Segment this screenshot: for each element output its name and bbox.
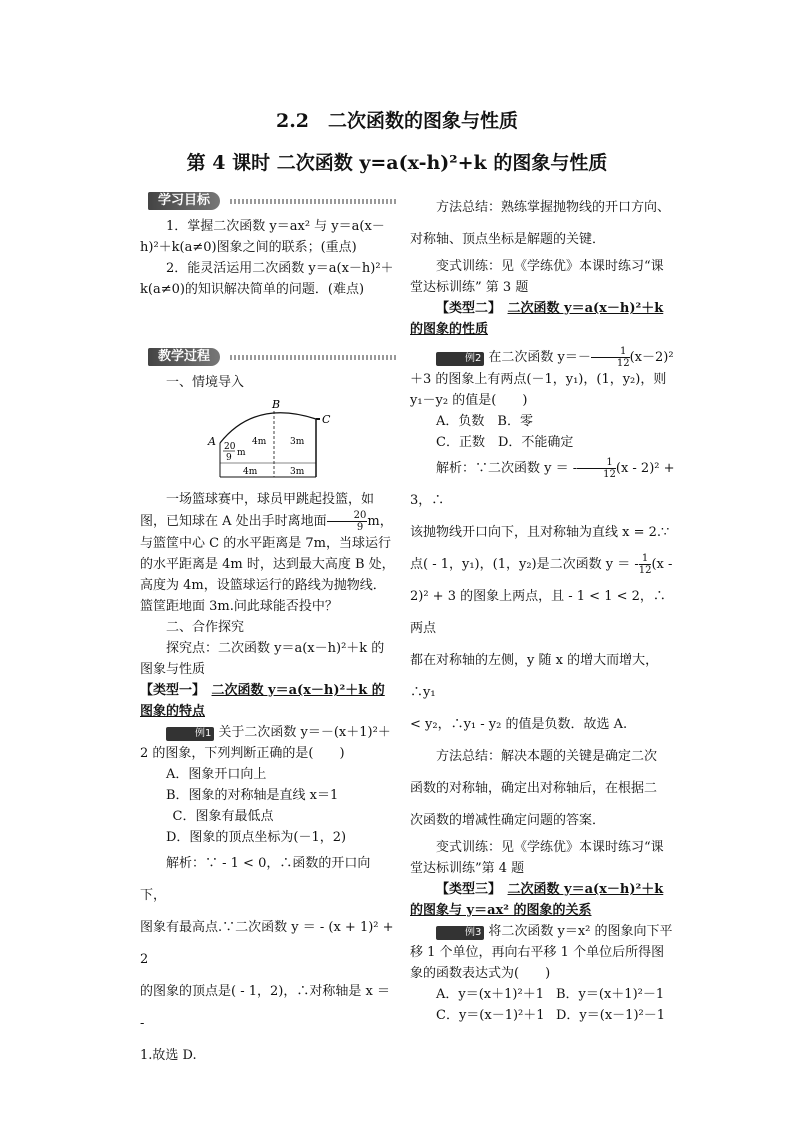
height-den: 9 bbox=[226, 453, 232, 463]
example-3: 例3 将二次函数 y＝x² 的图象向下平移 1 个单位，再向右平移 1 个单位后所得图象的函数表达式为( ) bbox=[410, 924, 673, 981]
ex3-options-cd: C．y＝(x－1)²＋1 D．y＝(x－1)²－1 bbox=[436, 1008, 665, 1023]
ex2-options-ab: A．负数 B．零 bbox=[436, 414, 533, 429]
banner-rule bbox=[230, 199, 396, 204]
explore-point: 探究点：二次函数 y＝a(x－h)²＋k 的图象与性质 bbox=[140, 641, 385, 677]
type-3-heading: 【类型三】 二次函数 y＝a(x－h)²＋k 的图象与 y＝ax² 的图象的关系 bbox=[410, 882, 664, 918]
fraction-20-9: $\frac{20}{9}$ bbox=[327, 510, 368, 533]
lesson-title: 第 4 课时 二次函数 y=a(x-h)²+k 的图象与性质 bbox=[186, 152, 608, 174]
type-2-heading: 【类型二】 二次函数 y＝a(x－h)²＋k 的图象的性质 bbox=[410, 301, 664, 337]
method-summary-2: 方法总结：解决本题的关键是确定二次 函数的对称轴，确定出对称轴后，在根据二 次函数的增减性确定问题的答案． bbox=[410, 749, 658, 828]
height-unit: m bbox=[237, 448, 246, 458]
left-column bbox=[140, 192, 396, 1072]
ex1-option-b: B．图象的对称轴是直线 x＝1 bbox=[166, 788, 339, 803]
type-1-heading: 【类型一】 二次函数 y＝a(x－h)²＋k 的图象的特点 bbox=[140, 683, 385, 719]
height-num: 20 bbox=[224, 442, 236, 452]
ex3-options-ab: A．y＝(x＋1)²＋1 B．y＝(x＋1)²－1 bbox=[436, 987, 665, 1002]
example-1: 例1 关于二次函数 y＝－(x＋1)²＋2 的图象，下列判断正确的是( ) bbox=[140, 725, 391, 761]
goals-banner bbox=[140, 192, 396, 210]
process-banner bbox=[140, 348, 396, 366]
ex1-option-c: C．图象有最低点 bbox=[172, 809, 274, 824]
basketball-figure bbox=[140, 397, 396, 483]
label-top-mid: 4m bbox=[252, 437, 267, 447]
ex2-options-cd: C．正数 D．不能确定 bbox=[436, 435, 574, 450]
fraction-1-12: $\frac{1}{12}$ bbox=[591, 346, 630, 369]
ex1-option-d: D．图象的顶点坐标为(－1，2) bbox=[166, 830, 347, 845]
banner-rule bbox=[230, 355, 396, 360]
variant-training-2: 变式训练：见《学练优》本课时练习“课堂达标训练”第 4 题 bbox=[410, 840, 664, 876]
example-2-badge: 例2 bbox=[436, 352, 484, 366]
process-tag: 教学过程 bbox=[148, 348, 220, 366]
label-b: B bbox=[272, 398, 281, 411]
intro-paragraph: 一场篮球赛中，球员甲跳起投篮，如图，已知球在 A 处出手时离地面 $\frac{20}{9}$ m，与篮筐中心 C 的水平距离是 7m，当球运行的水平距离是 4m 时，达到最大高度 B 处，高度为 4m，设篮球运行的路线为抛物线．篮筐距地面 3m.问此球能否投中？ bbox=[140, 492, 395, 614]
section-2-heading: 二、合作探究 bbox=[166, 620, 245, 635]
solution-2: 解析：∵二次函数 y ＝ - $\frac{1}{12}$ (x - 2)² + 3，∴ 该抛物线开口向下，且对称轴为直线 x = 2.∵ 点( - 1，y₁)，(1，y₂)是二次函数 y ＝ - $\frac{1}{12}$ (x - 2)² + 3 的图象上两点，且 - 1 < 1 < 2，∴两点 都在对称轴的左侧，y 随 x 的增大而增大，∴y₁ < y₂，∴y₁ - y₂ 的值是负数．故选 A. bbox=[410, 457, 675, 732]
goal-1: 1．掌握二次函数 y＝ax² 与 y＝a(x－h)²＋k(a≠0)图象之间的联系；(重点) bbox=[140, 219, 385, 255]
right-column bbox=[410, 192, 676, 1026]
label-bot-mid: 4m bbox=[243, 467, 258, 477]
label-a: A bbox=[208, 435, 216, 448]
label-bot-right: 3m bbox=[290, 467, 305, 477]
basketball-diagram bbox=[140, 397, 396, 483]
example-1-badge: 例1 bbox=[166, 727, 214, 741]
section-title: 2.2 二次函数的图象与性质 bbox=[275, 110, 519, 132]
goal-2: 2．能灵活运用二次函数 y＝a(x－h)²＋k(a≠0)的知识解决简单的问题．(难点) bbox=[140, 261, 394, 297]
solution-1: 解析：∵ - 1 < 0，∴函数的开口向下， 图象有最高点.∵二次函数 y ＝ - (x + 1)² + 2 的图象的顶点是( - 1，2)，∴对称轴是 x ＝ - 1.故选 D. bbox=[140, 856, 394, 1063]
method-summary-1: 方法总结：熟练掌握抛物线的开口方向、 对称轴、顶点坐标是解题的关键． bbox=[410, 200, 671, 247]
label-top-right: 3m bbox=[290, 437, 305, 447]
ex1-option-a: A．图象开口向上 bbox=[166, 767, 267, 782]
goals-tag: 学习目标 bbox=[148, 192, 220, 210]
section-1-heading: 一、情境导入 bbox=[166, 375, 245, 390]
example-2: 例2 在二次函数 y＝－ $\frac{1}{12}$ (x－2)²＋3 的图象上有两点(－1，y₁)，(1，y₂)，则 y₁－y₂ 的值是( ) bbox=[410, 346, 674, 408]
variant-training-1: 变式训练：见《学练优》本课时练习“课堂达标训练” 第 3 题 bbox=[410, 259, 664, 295]
label-c: C bbox=[322, 413, 331, 426]
example-3-badge: 例3 bbox=[436, 926, 484, 940]
